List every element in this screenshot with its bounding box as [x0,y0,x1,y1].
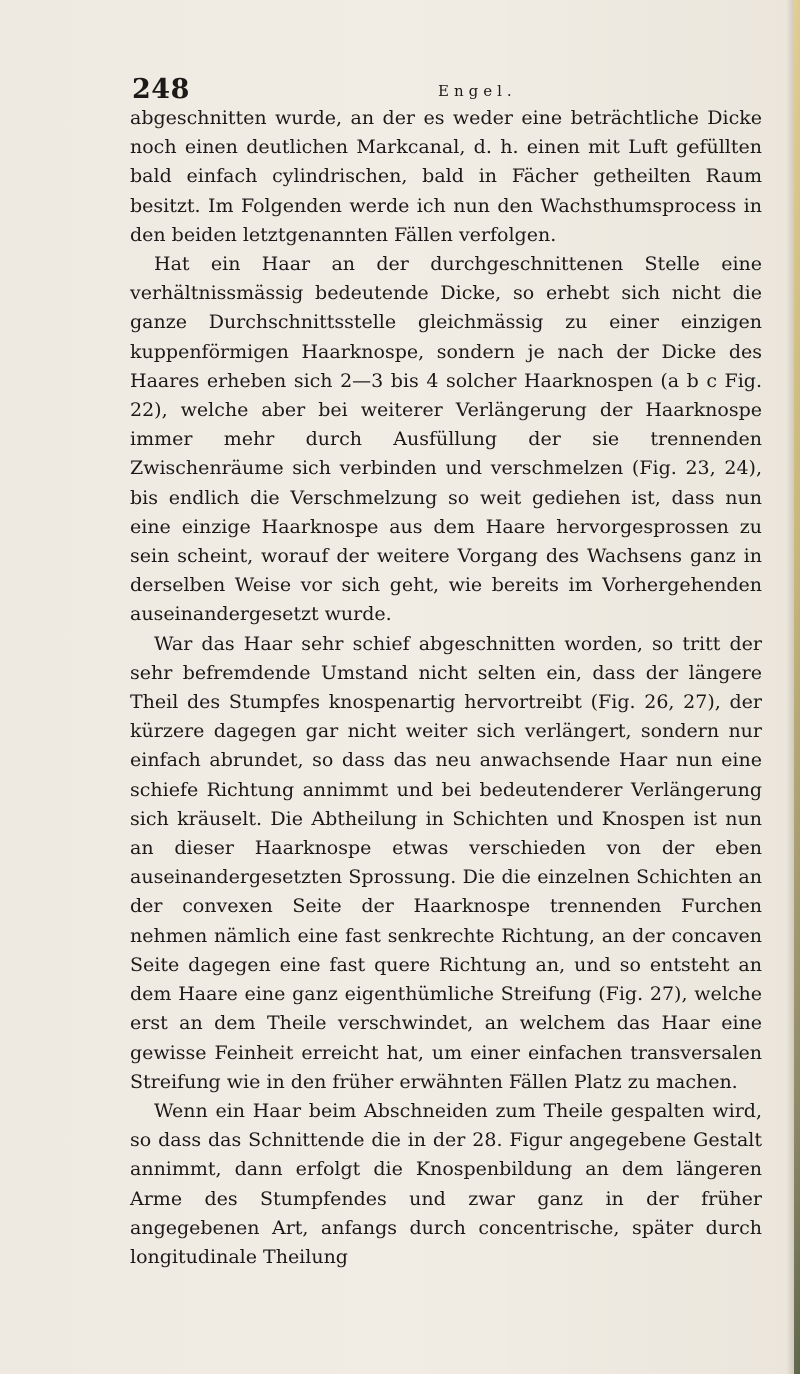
body-text [130,104,762,1272]
paragraph-3: War das Haar sehr schief abgeschnitten worden, so tritt der sehr befremdende Umstand nicht selten ein, dass der längere Theil des Stumpfes knospenartig hervortreibt (Fig. 26, 27), der kürzere dagegen gar nicht weiter sich verlängert, sondern nur einfach abrundet, so dass das neu anwachsende Haar nun eine schiefe Richtung annimmt und bei bedeutenderer Verlängerung sich kräuselt. Die Abtheilung in Schichten und Knospen ist nun an dieser Haarknospe etwas verschieden von der eben auseinandergesetzten Sprossung. Die die einzelnen Schichten an der convexen Seite der Haarknospe trennenden Furchen nehmen nämlich eine fast senkrechte Richtung, an der concaven Seite dagegen eine fast quere Richtung an, und so entsteht an dem Haare eine ganz eigenthümliche Streifung (Fig. 27), welche erst an dem Theile verschwindet, an welchem das Haar eine gewisse Feinheit erreicht hat, um einer einfachen transversalen Streifung wie in den früher erwähnten Fällen Platz zu machen. [130,632,762,1093]
paragraph-1: abgeschnitten wurde, an der es weder eine beträchtliche Dicke noch einen deutlichen Markcanal, d. h. einen mit Luft gefüllten bald einfach cylindrischen, bald in Fächer getheilten Raum besitzt. Im Folgenden werde ich nun den Wachsthumsprocess in den beiden letztgenannten Fällen verfolgen. [130,107,762,246]
paragraph-4: Wenn ein Haar beim Abschneiden zum Theile gespalten wird, so dass das Schnittende die in der 28. Figur angegebene Gestalt annimmt, dann erfolgt die Knospenbildung an dem längeren Arme des Stumpfendes und zwar ganz in der früher angegebenen Art, anfangs durch concentrische, später durch longitudinale Theilung [130,1099,762,1268]
paragraph-2: Hat ein Haar an der durchgeschnittenen Stelle eine verhältnissmässig bedeutende Dicke, so erhebt sich nicht die ganze Durchschnittsstelle gleichmässig zu einer einzigen kuppenförmigen Haarknospe, sondern je nach der Dicke des Haares erheben sich 2—3 bis 4 solcher Haarknospen (a b c Fig. 22), welche aber bei weiterer Verlängerung der Haarknospe immer mehr durch Ausfüllung der sie trennenden Zwischenräume sich verbinden und verschmelzen (Fig. 23, 24), bis endlich die Verschmelzung so weit gediehen ist, dass nun eine einzige Haarknospe aus dem Haare hervorgesprossen zu sein scheint, worauf der weitere Vorgang des Wachsens ganz in derselben Weise vor sich geht, wie bereits im Vorhergehenden auseinandergesetzt wurde. [130,253,762,626]
page-number: 248 [132,74,190,105]
page-edge-strip [794,0,800,1374]
running-head: Engel. [438,82,517,100]
